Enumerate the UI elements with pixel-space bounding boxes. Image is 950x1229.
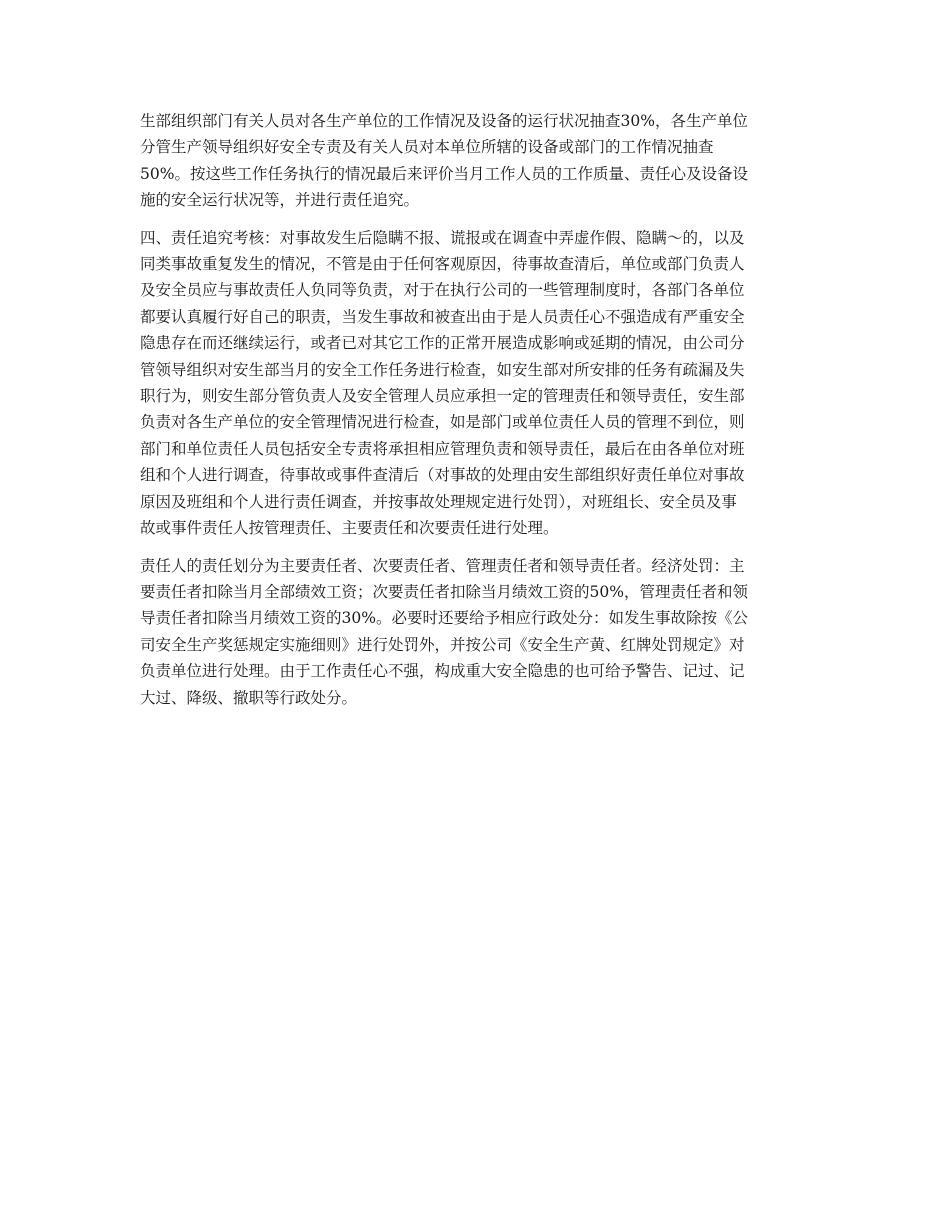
text-line: 管领导组织对安生部当月的安全工作任务进行检查，如安生部对所安排的任务有疏漏及失 — [140, 360, 745, 379]
text-line: 分管生产领导组织好安全专责及有关人员对本单位所辖的设备或部门的工作情况抽查 — [140, 138, 714, 157]
text-line: 司安全生产奖惩规定实施细则》进行处罚外，并按公司《安全生产黄、红牌处罚规定》对 — [140, 635, 745, 654]
text-line: 隐患存在而还继续运行，或者已对其它工作的正常开展造成影响或延期的情况，由公司分 — [140, 334, 745, 353]
text-line: 要责任者扣除当月全部绩效工资；次要责任者扣除当月绩效工资的50%，管理责任者和领 — [140, 582, 748, 601]
text-line: 负责单位进行处理。由于工作责任心不强，构成重大安全隐患的也可给予警告、记过、记 — [140, 662, 745, 681]
text-line: 都要认真履行好自己的职责，当发生事故和被查出由于是人员责任心不强造成有严重安全 — [140, 307, 745, 326]
text-line: 及安全员应与事故责任人负同等负责，对于在执行公司的一些管理制度时，各部门各单位 — [140, 281, 745, 300]
document-body — [140, 108, 810, 722]
text-line: 施的安全运行状况等，并进行责任追究。 — [140, 191, 420, 210]
text-line: 组和个人进行调查，待事故或事件查清后（对事故的处理由安生部组织好责任单位对事故 — [140, 466, 745, 485]
text-line: 生部组织部门有关人员对各生产单位的工作情况及设备的运行状况抽查30%，各生产单位 — [140, 112, 748, 130]
text-line: 导责任者扣除当月绩效工资的30%。必要时还要给予相应行政处分：如发生事故除按《公 — [140, 609, 748, 628]
text-line: 大过、降级、撤职等行政处分。 — [140, 688, 358, 707]
text-line: 同类事故重复发生的情况，不管是由于任何客观原因，待事故查清后，单位或部门负责人 — [140, 255, 745, 274]
text-line: 职行为，则安生部分管负责人及安全管理人员应承担一定的管理责任和领导责任，安生部 — [140, 387, 745, 406]
text-line: 原因及班组和个人进行责任调查，并按事故处理规定进行处罚），对班组长、安全员及事 — [140, 492, 737, 511]
text-line: 四、责任追究考核：对事故发生后隐瞒不报、谎报或在调查中弄虚作假、隐瞒～的，以及 — [140, 228, 745, 247]
text-line: 责任人的责任划分为主要责任者、次要责任者、管理责任者和领导责任者。经济处罚：主 — [140, 556, 745, 575]
text-line: 部门和单位责任人员包括安全专责将承担相应管理负责和领导责任，最后在由各单位对班 — [140, 439, 745, 458]
text-line: 负责对各生产单位的安全管理情况进行检查，如是部门或单位责任人员的管理不到位，则 — [140, 413, 745, 432]
paragraph-responsibility-penalties — [140, 553, 810, 711]
text-line: 故或事件责任人按管理责任、主要责任和次要责任进行处理。 — [140, 519, 559, 538]
text-line: 50%。按这些工作任务执行的情况最后来评价当月工作人员的工作质量、责任心及设备设 — [140, 164, 748, 183]
paragraph-accountability — [140, 225, 810, 542]
paragraph-inspection — [140, 108, 810, 214]
